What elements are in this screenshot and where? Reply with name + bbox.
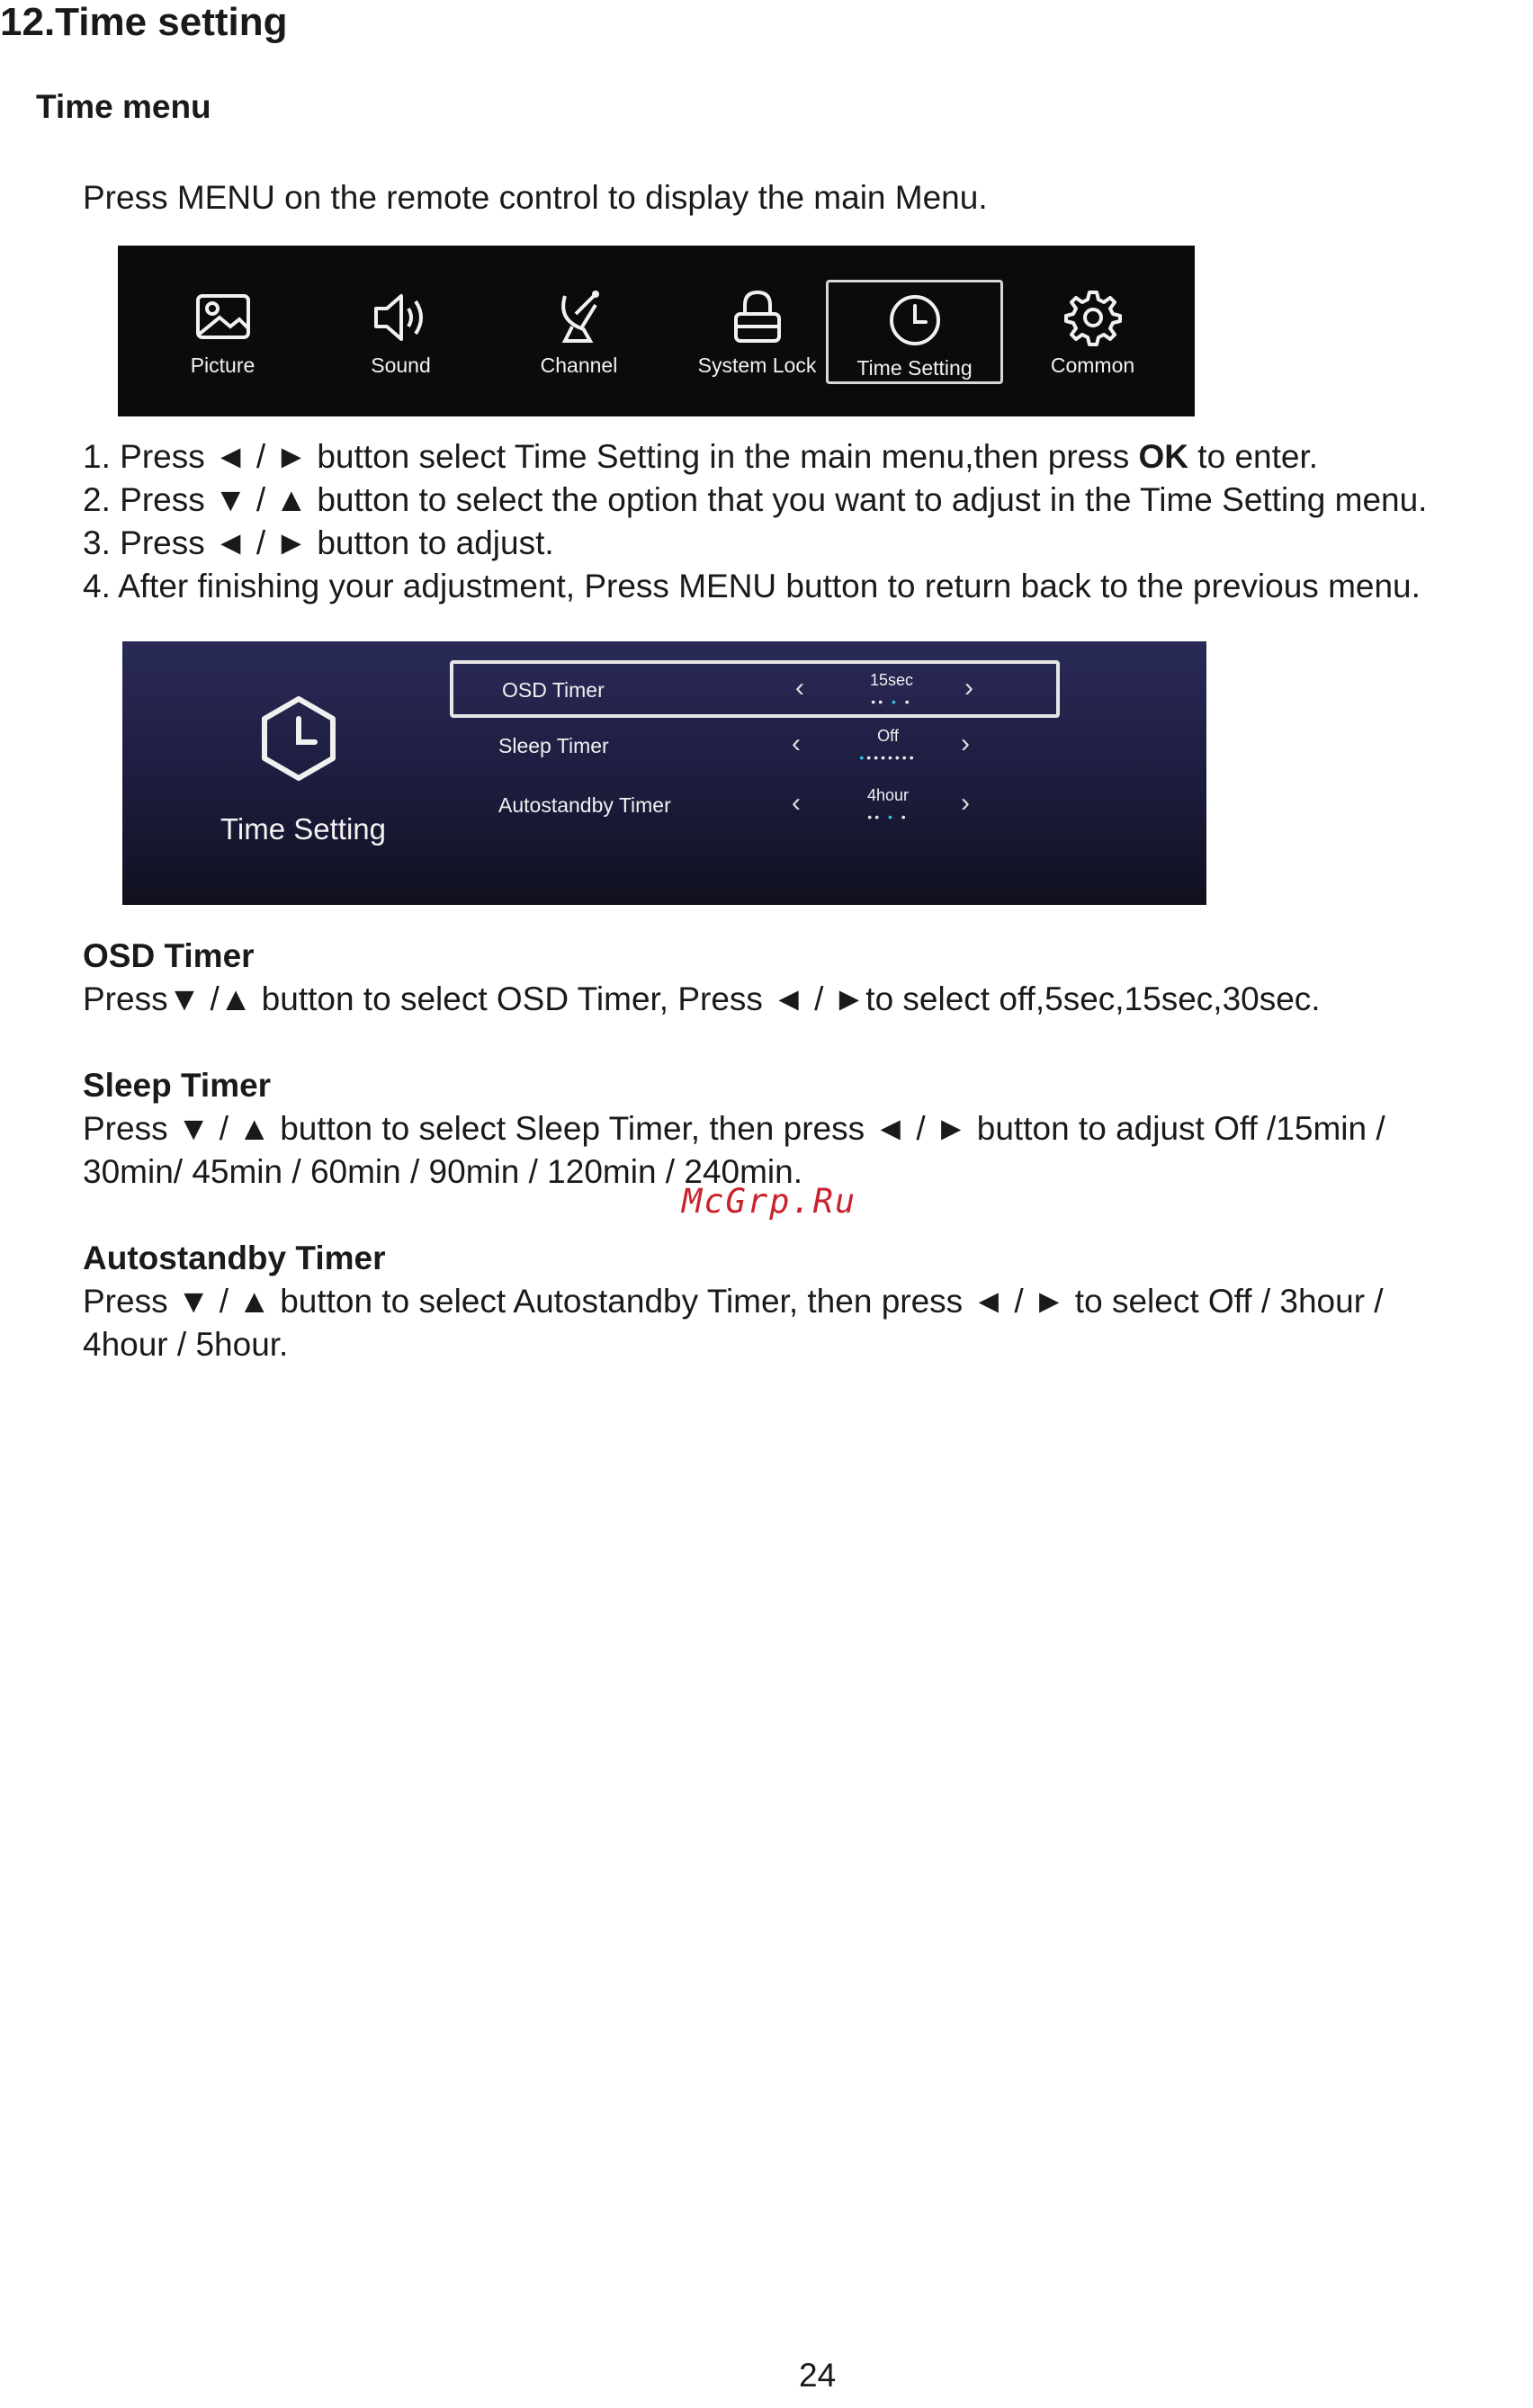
- osd-timer-row: [450, 660, 1060, 718]
- row-value: 4hour: [866, 786, 910, 804]
- picture-icon: [189, 283, 257, 352]
- value-dots: ••••••••: [859, 750, 917, 765]
- menu-item-time-setting: [826, 280, 1003, 384]
- step-1-tail: to enter.: [1188, 438, 1319, 475]
- row-label: Autostandby Timer: [498, 793, 671, 817]
- main-menu-screenshot: [118, 246, 1195, 416]
- chevron-left-icon: ‹: [795, 673, 804, 703]
- satellite-dish-icon: [545, 283, 614, 352]
- panel-title: Time Setting: [220, 812, 387, 846]
- step-1-text: 1. Press ◄ / ► button select Time Setting in the main menu,then press: [83, 438, 1139, 475]
- chevron-left-icon: ‹: [792, 729, 801, 758]
- autostandby-timer-row: [450, 779, 1060, 837]
- menu-item-picture: [134, 280, 311, 384]
- watermark: McGrp.Ru: [682, 1182, 857, 1221]
- sleep-timer-row: [450, 720, 1060, 777]
- ok-key: OK: [1138, 438, 1189, 475]
- row-label: Sleep Timer: [498, 734, 609, 757]
- osd-timer-text: Press▼ /▲ button to select OSD Timer, Press ◄ / ►to select off,5sec,15sec,30sec.: [83, 980, 1321, 1017]
- time-setting-screenshot: [122, 641, 1206, 905]
- sleep-timer-heading: Sleep Timer: [83, 1067, 272, 1104]
- step-2: 2. Press ▼ / ▲ button to select the option that you want to adjust in the Time Setting menu.: [83, 481, 1428, 518]
- step-1: [83, 435, 1318, 479]
- menu-item-channel: [490, 280, 668, 384]
- value-dots: •• • •: [871, 694, 912, 709]
- menu-item-common: [1004, 280, 1181, 384]
- clock-icon: [256, 695, 342, 782]
- chevron-left-icon: ‹: [792, 788, 801, 818]
- sleep-timer-text-2: 30min/ 45min / 60min / 90min / 120min / 240min.: [83, 1153, 802, 1190]
- sleep-timer-text-1: Press ▼ / ▲ button to select Sleep Timer, then press ◄ / ► button to adjust Off /15min /: [83, 1110, 1385, 1147]
- intro-text: Press MENU on the remote control to display the main Menu.: [83, 179, 988, 216]
- autostandby-timer-text-2: 4hour / 5hour.: [83, 1326, 289, 1363]
- menu-item-system-lock: [668, 280, 846, 384]
- speaker-icon: [367, 283, 435, 352]
- page-heading: 12.Time setting: [0, 0, 288, 44]
- menu-item-sound: [312, 280, 489, 384]
- row-label: OSD Timer: [502, 678, 605, 702]
- page-number: 24: [799, 2357, 837, 2394]
- menu-label: Sound: [371, 354, 431, 377]
- step-4: 4. After finishing your adjustment, Press MENU button to return back to the previous menu.: [83, 568, 1421, 604]
- menu-label: Common: [1050, 354, 1135, 377]
- value-dots: •• • •: [867, 810, 909, 824]
- menu-label: Channel: [540, 354, 618, 377]
- menu-label: Picture: [190, 354, 256, 377]
- chevron-right-icon: ›: [964, 673, 973, 703]
- autostandby-timer-heading: Autostandby Timer: [83, 1240, 386, 1276]
- step-3: 3. Press ◄ / ► button to adjust.: [83, 524, 554, 561]
- lock-icon: [723, 283, 792, 352]
- gear-icon: [1059, 283, 1127, 352]
- row-value: 15sec: [869, 671, 914, 689]
- row-value: Off: [877, 727, 899, 745]
- osd-timer-heading: OSD Timer: [83, 937, 255, 974]
- autostandby-timer-text-1: Press ▼ / ▲ button to select Autostandby Timer, then press ◄ / ► to select Off / 3hour /: [83, 1283, 1384, 1320]
- menu-label: System Lock: [697, 354, 817, 377]
- clock-icon: [881, 286, 949, 354]
- chevron-right-icon: ›: [961, 788, 970, 818]
- section-subheading: Time menu: [36, 88, 211, 125]
- menu-label: Time Setting: [856, 356, 973, 380]
- chevron-right-icon: ›: [961, 729, 970, 758]
